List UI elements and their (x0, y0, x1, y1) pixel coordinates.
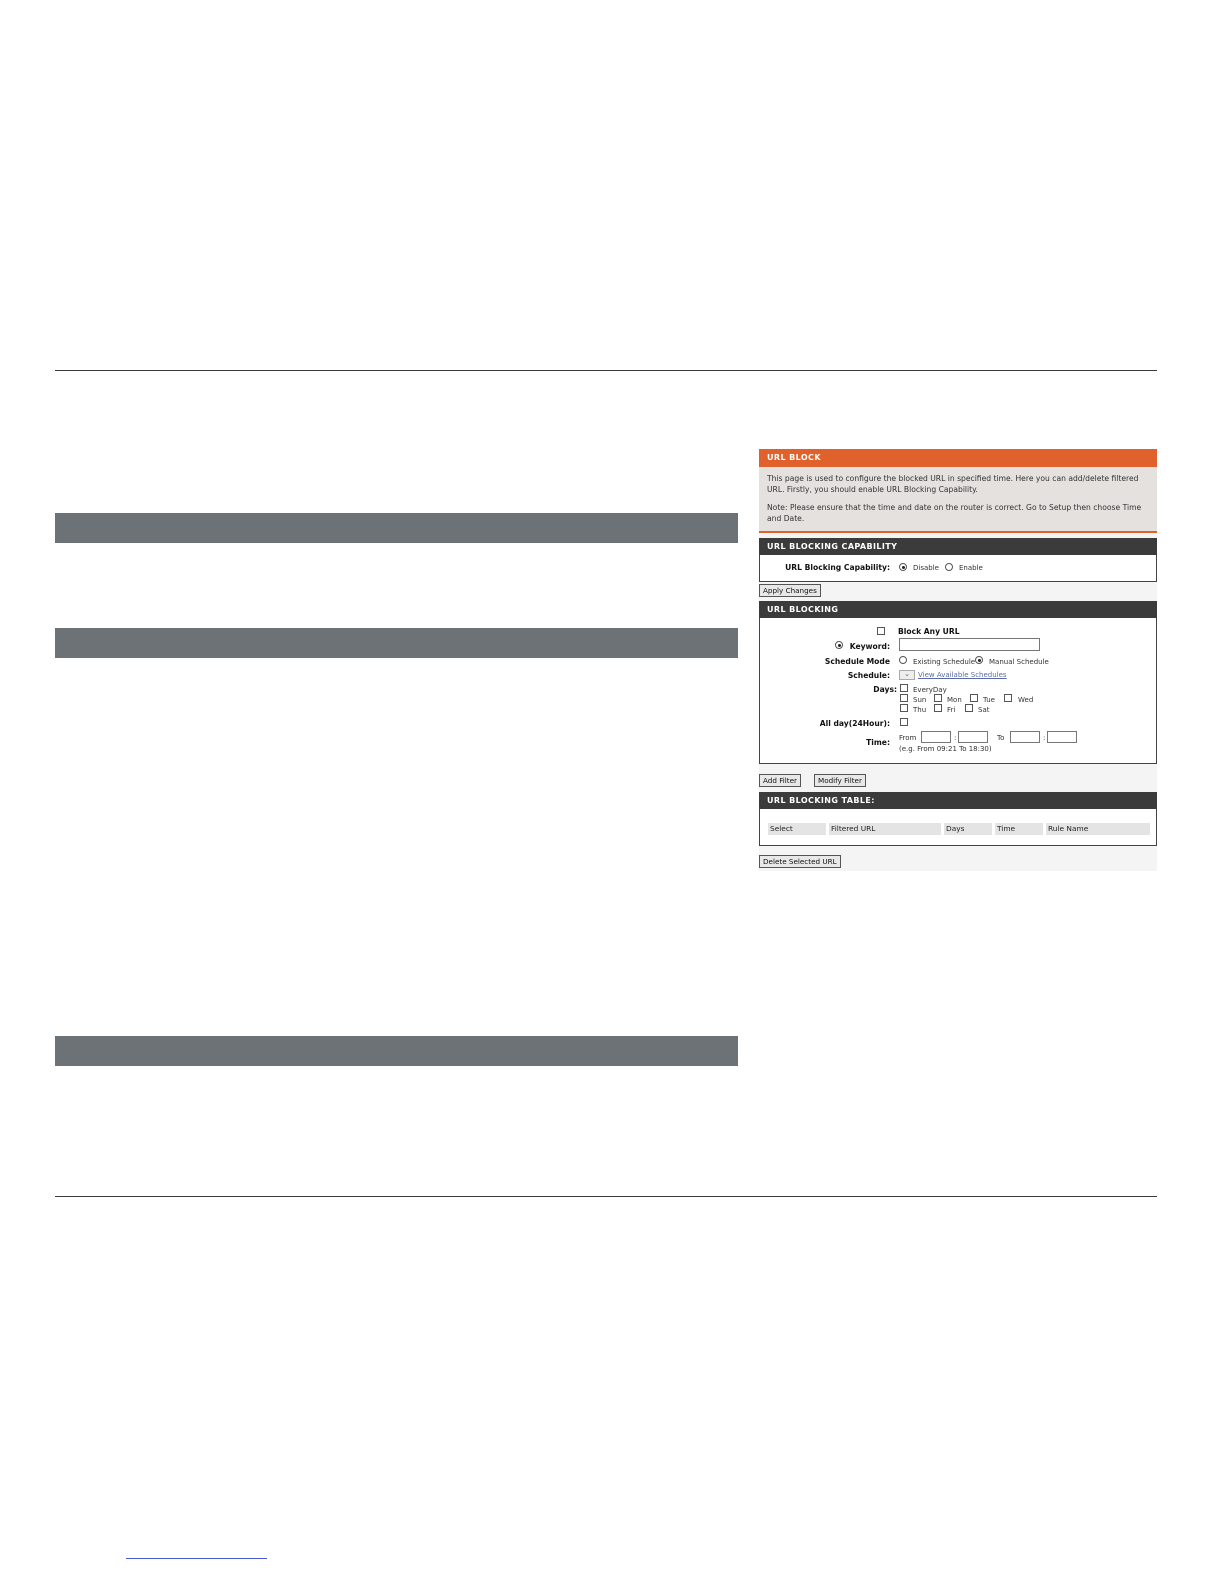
allday-label: All day(24Hour): (819, 719, 890, 728)
sat-checkbox[interactable] (965, 704, 973, 712)
from-hour-input[interactable] (921, 731, 951, 743)
thu-checkbox[interactable] (900, 704, 908, 712)
add-filter-button[interactable]: Add Filter (759, 774, 801, 787)
url-blocking-title: URL BLOCKING (767, 605, 839, 614)
mon-label: Mon (947, 696, 962, 704)
tue-checkbox[interactable] (970, 694, 978, 702)
capability-title: URL BLOCKING CAPABILITY (767, 542, 898, 551)
chevron-down-icon: ⌄ (904, 670, 910, 678)
url-blocking-panel (759, 618, 1157, 764)
time-example: (e.g. From 09:21 To 18:30) (899, 745, 992, 753)
allday-checkbox[interactable] (900, 718, 908, 726)
schedule-dropdown[interactable] (899, 670, 915, 680)
time-label: Time: (866, 738, 890, 747)
from-minute-input[interactable] (958, 731, 988, 743)
section-bar-1 (55, 513, 738, 543)
tue-label: Tue (983, 696, 995, 704)
url-blocking-table-title: URL BLOCKING TABLE: (767, 796, 875, 805)
capability-enable-radio[interactable] (945, 563, 953, 571)
to-minute-input[interactable] (1047, 731, 1077, 743)
url-blocking-table-header (759, 792, 1157, 809)
capability-enable-label: Enable (959, 564, 983, 572)
wed-checkbox[interactable] (1004, 694, 1012, 702)
sun-label: Sun (913, 696, 927, 704)
top-divider (55, 370, 1157, 371)
url-blocking-header (759, 601, 1157, 618)
schedule-label: Schedule: (847, 671, 890, 680)
fri-label: Fri (947, 706, 956, 714)
url-blocking-table-panel (759, 809, 1157, 846)
thu-label: Thu (913, 706, 927, 714)
block-any-url-label: Block Any URL (898, 627, 960, 636)
schedule-mode-label: Schedule Mode (824, 657, 890, 666)
column-header-time: Time (995, 823, 1043, 835)
capability-label: URL Blocking Capability: (785, 563, 890, 572)
everyday-checkbox[interactable] (900, 684, 908, 692)
to-time-separator: : (1043, 734, 1046, 742)
url-table-head (768, 823, 1150, 835)
time-from-label: From (899, 734, 917, 742)
manual-schedule-label: Manual Schedule (989, 658, 1049, 666)
keyword-input[interactable] (899, 638, 1040, 651)
modify-filter-button[interactable]: Modify Filter (814, 774, 866, 787)
view-available-schedules-link[interactable]: View Available Schedules (918, 671, 1007, 679)
existing-schedule-label: Existing Schedule (913, 658, 976, 666)
section-bar-3 (55, 1036, 738, 1066)
time-to-label: To (997, 734, 1005, 742)
delete-selected-url-button[interactable]: Delete Selected URL (759, 855, 841, 868)
manual-schedule-radio[interactable] (975, 656, 983, 664)
sun-checkbox[interactable] (900, 694, 908, 702)
column-header-rule-name: Rule Name (1046, 823, 1150, 835)
fri-checkbox[interactable] (934, 704, 942, 712)
bottom-divider (55, 1196, 1157, 1197)
url-block-header (759, 449, 1157, 467)
existing-schedule-radio[interactable] (899, 656, 907, 664)
everyday-label: EveryDay (913, 686, 947, 694)
section-bar-2 (55, 628, 738, 658)
footer-link-underline (126, 1558, 267, 1559)
intro-note: Note: Please ensure that the time and date on the router is correct. Go to Setup then choose Time and Date. (767, 503, 1142, 523)
mon-checkbox[interactable] (934, 694, 942, 702)
column-header-filtered-url: Filtered URL (829, 823, 941, 835)
from-time-separator: : (954, 734, 957, 742)
url-block-intro (759, 467, 1157, 533)
wed-label: Wed (1018, 696, 1034, 704)
sat-label: Sat (978, 706, 990, 714)
block-any-url-checkbox[interactable] (877, 627, 885, 635)
capability-panel (759, 555, 1157, 582)
keyword-radio[interactable] (835, 641, 843, 649)
url-block-title: URL BLOCK (767, 453, 821, 462)
capability-disable-label: Disable (913, 564, 939, 572)
column-header-select: Select (768, 823, 826, 835)
column-header-days: Days (944, 823, 992, 835)
to-hour-input[interactable] (1010, 731, 1040, 743)
intro-text: This page is used to configure the blocked URL in specified time. Here you can add/delete filtered URL. Firstly, you should enable URL Blocking Capability. (767, 474, 1139, 494)
keyword-label: Keyword: (849, 642, 890, 651)
capability-disable-radio[interactable] (899, 563, 907, 571)
capability-header (759, 538, 1157, 555)
router-url-block-screenshot (759, 449, 1157, 871)
apply-changes-button[interactable]: Apply Changes (759, 584, 821, 597)
days-label: Days: (873, 685, 897, 694)
